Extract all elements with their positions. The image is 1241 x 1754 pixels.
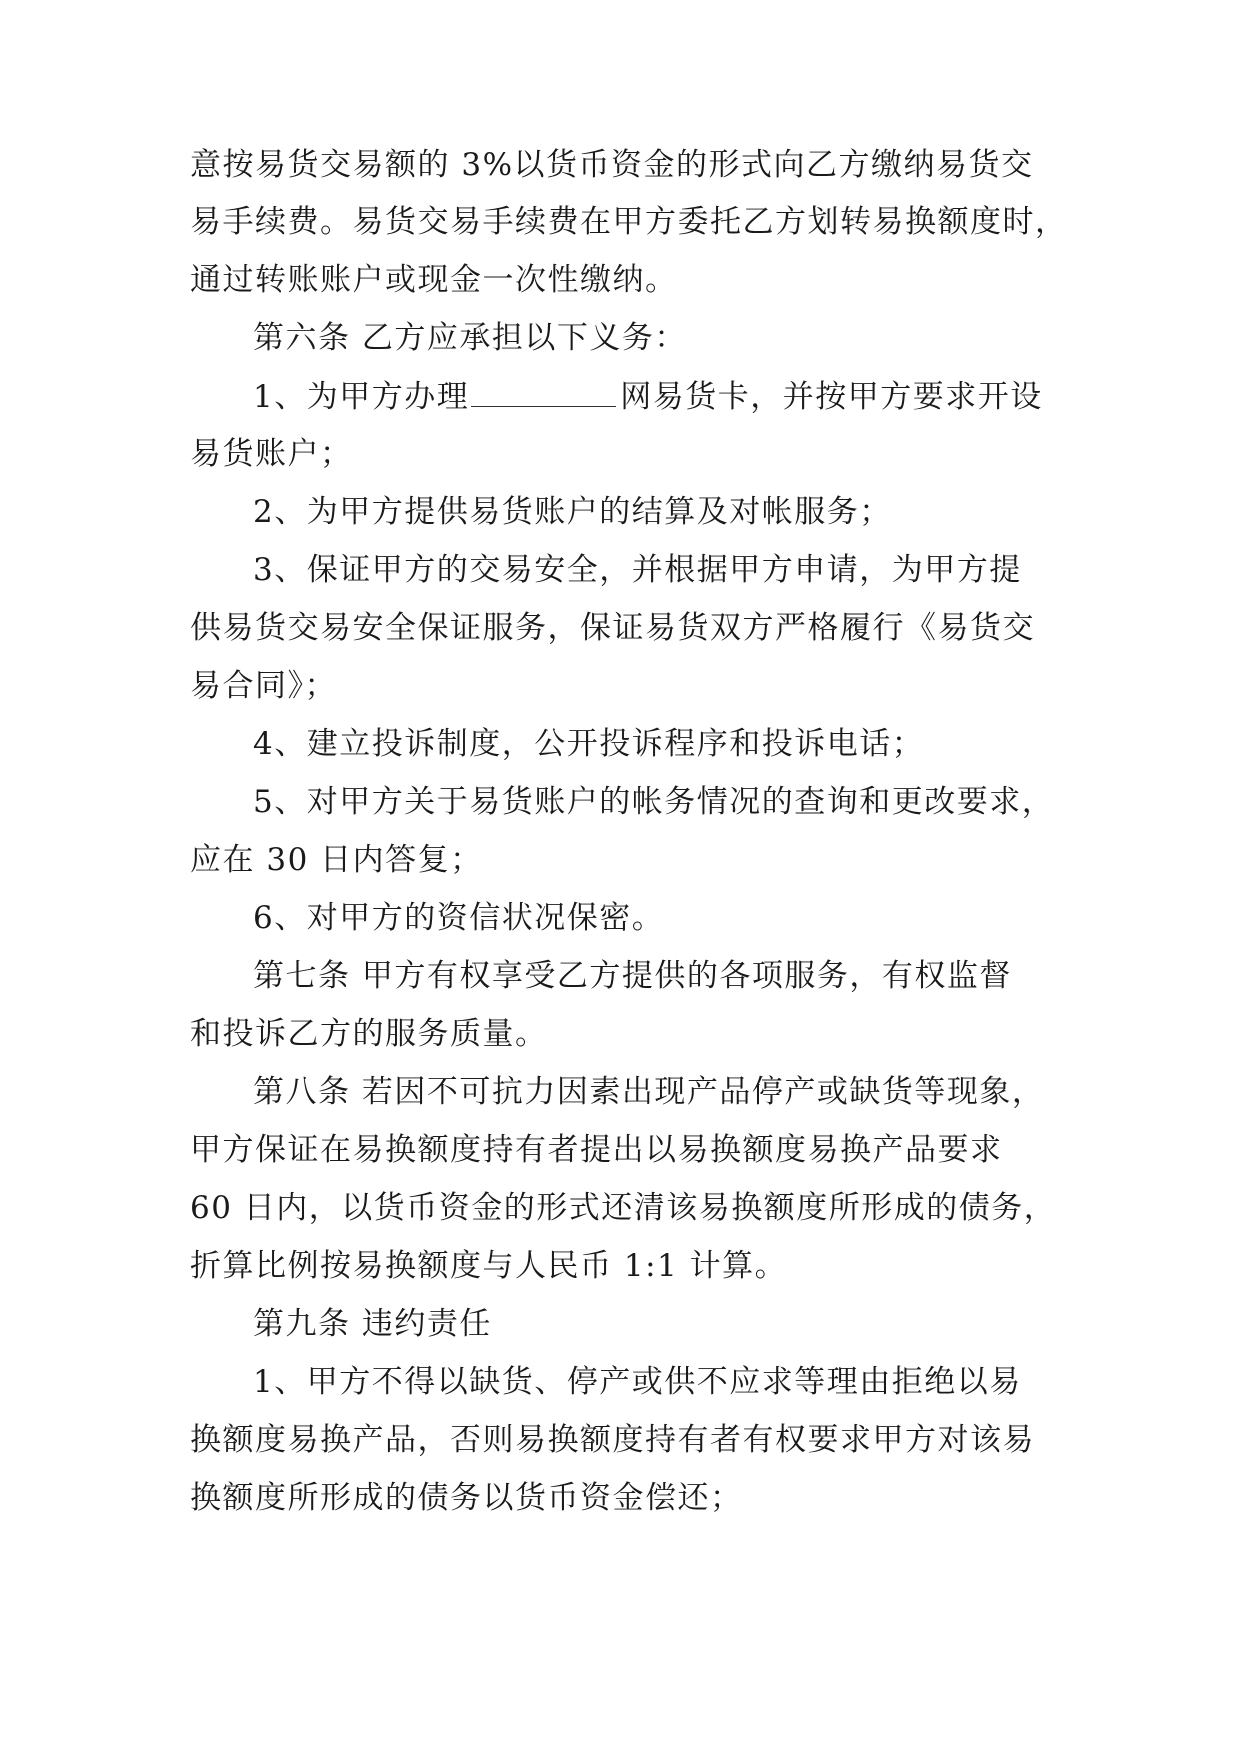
body-text-line: 通过转账账户或现金一次性缴纳。 — [190, 262, 678, 298]
body-text-line: 供易货交易安全保证服务，保证易货双方严格履行《易货交 — [190, 610, 1035, 646]
article-6-item-4: 4、建立投诉制度，公开投诉程序和投诉电话； — [253, 726, 925, 762]
article-6-item-6: 6、对甲方的资信状况保密。 — [253, 900, 665, 936]
article-6-item-2: 2、为甲方提供易货账户的结算及对帐服务； — [253, 494, 892, 530]
article-9-heading: 第九条 违约责任 — [253, 1306, 492, 1342]
item-1-prefix: 1、为甲方办理 — [253, 379, 470, 415]
article-6-heading: 第六条 乙方应承担以下义务： — [253, 320, 687, 356]
article-6-item-5: 5、对甲方关于易货账户的帐务情况的查询和更改要求， — [253, 784, 1055, 820]
body-text-line: 易手续费。易货交易手续费在甲方委托乙方划转易换额度时， — [190, 204, 1068, 240]
item-1-suffix: 网易货卡，并按甲方要求开设 — [620, 379, 1043, 415]
body-text-line: 折算比例按易换额度与人民币 1:1 计算。 — [190, 1248, 788, 1284]
article-9-item-1: 1、甲方不得以缺货、停产或供不应求等理由拒绝以易 — [253, 1364, 1022, 1400]
fill-in-blank — [471, 378, 616, 407]
article-6-item-3: 3、保证甲方的交易安全，并根据甲方申请，为甲方提 — [253, 552, 1022, 588]
article-6-item-1 — [253, 378, 1043, 415]
body-text-line: 60 日内，以货币资金的形式还清该易换额度所形成的债务， — [190, 1190, 1057, 1226]
body-text-line: 和投诉乙方的服务质量。 — [190, 1016, 548, 1052]
body-text-line: 易合同》； — [190, 668, 337, 704]
article-7: 第七条 甲方有权享受乙方提供的各项服务，有权监督 — [253, 958, 1012, 994]
body-text-line: 应在 30 日内答复； — [190, 842, 483, 878]
body-text-line: 换额度易换产品，否则易换额度持有者有权要求甲方对该易 — [190, 1422, 1035, 1458]
body-text-line: 甲方保证在易换额度持有者提出以易换额度易换产品要求 — [190, 1132, 1003, 1168]
body-text-line: 意按易货交易额的 3%以货币资金的形式向乙方缴纳易货交 — [190, 147, 1034, 183]
body-text-line: 换额度所形成的债务以货币资金偿还； — [190, 1480, 743, 1516]
article-8: 第八条 若因不可抗力因素出现产品停产或缺货等现象， — [253, 1074, 1045, 1110]
body-text-line: 易货账户； — [190, 436, 353, 472]
